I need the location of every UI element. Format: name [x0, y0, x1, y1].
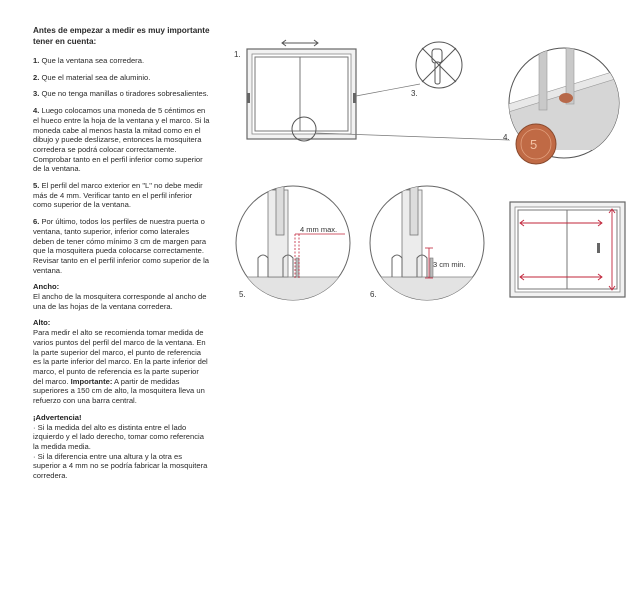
ancho-title: Ancho:: [33, 282, 60, 292]
step-text: Por último, todos los perfiles de nuestra puerta o ventana, tanto superior, inferior como laterales deben de tener cómo mínimo 3 cm de margen para que la mosquitera pueda colocarse correctamente. Revisar tanto en el perfil inferior como superior de la ventana.: [33, 217, 210, 275]
ancho-text: El ancho de la mosquitera corresponde al ancho de una de las hojas de la ventana corredera.: [33, 292, 207, 311]
coin-icon: [516, 124, 556, 164]
measurement-diagram: [510, 202, 625, 297]
alto-important-label: Importante:: [70, 376, 113, 386]
step-text: Que no tenga manillas o tiradores sobresalientes.: [41, 89, 209, 99]
window-diagram: [234, 40, 510, 141]
alto-important-text: A partir de medidas superiores a 150 cm de alto, la mosquitera lleva un refuerzo con una barra central.: [33, 376, 205, 406]
step-number: 5.: [33, 181, 40, 191]
figure-1-label: 1.: [234, 50, 241, 59]
min-3cm-label: 3 cm min.: [433, 260, 466, 269]
warning-title: ¡Advertencia!: [33, 412, 82, 422]
figure-4-label: 4.: [503, 133, 510, 142]
step-number: 4.: [33, 106, 40, 116]
max-4mm-label: 4 mm max.: [300, 225, 338, 234]
alto-title: Alto:: [33, 318, 51, 328]
step-text: Que la ventana sea corredera.: [41, 56, 145, 65]
coin-detail-diagram: [503, 40, 625, 164]
step-text: El perfil del marco exterior en "L" no debe medir más de 4 mm. Verificar tanto en el perfil inferior como superior de la ventana.: [33, 181, 203, 210]
coin-value: 5: [530, 137, 538, 152]
step-number: 3.: [33, 89, 40, 99]
alto-text: Para medir el alto se recomienda tomar medida de varios puntos del perfil del marco de la ventana. En la parte superior del marco, el punto de referencia es la parte inferior del marco. En la parte inferior del marco, el punto de referencia es la parte superior del marco.: [33, 328, 208, 386]
warning-item-1: · Si la medida del alto es distinta entre el lado izquierdo y el lado derecho, tomar como referencia la medida media.: [33, 422, 204, 451]
slide-arrow-icon: [282, 40, 318, 46]
step-number: 6.: [33, 217, 40, 227]
warning-item-2: · Si la diferencia entre una altura y la otra es superior a 4 mm no se podría fabricar la mosquitera corredera.: [33, 451, 208, 481]
step-number: 2.: [33, 72, 40, 82]
intro-text: Antes de empezar a medir es muy importante tener en cuenta:: [33, 26, 210, 46]
step-text: Luego colocamos una moneda de 5 céntimos en el hueco entre la hoja de la ventana y el marco. Si la moneda cabe al menos hasta la mitad como en el dibujo y puede deslizarse, entonces la mosquitera corredera se podrá colocar correctamente. Comprobar tanto en el perfil inferior como superior de la ventana.: [33, 106, 210, 174]
step-text: Que el material sea de aluminio.: [41, 72, 151, 82]
figure-5-label: 5.: [239, 290, 246, 299]
no-handle-diagram: [411, 42, 462, 98]
figure-3-label: 3.: [411, 89, 418, 98]
step-number: 1.: [33, 56, 40, 65]
figure-6-label: 6.: [370, 290, 377, 299]
profile-4mm-diagram: [230, 185, 360, 307]
profile-3cm-diagram: [365, 185, 495, 307]
